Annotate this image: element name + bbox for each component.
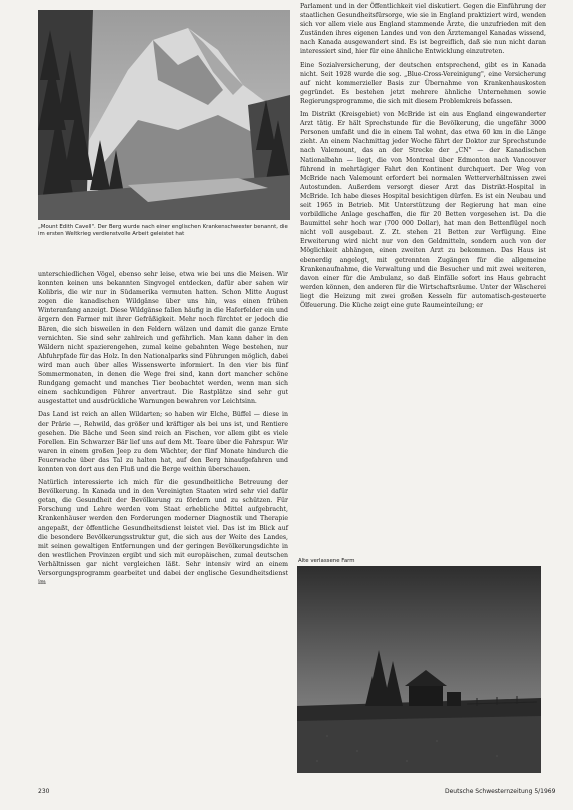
photo-caption: „Mount Edith Cavell". Der Berg wurde nach einer englischen Krankenschwester benannt, die im ersten Weltkrieg verdienstvolle Arbeit geleistet hat	[38, 224, 288, 238]
paragraph: Parlament und in der Öffentlichkeit viel diskutiert. Gegen die Einführung der staatlichen Gesundheitsfürsorge, wie sie in England praktiziert wird, wenden sich vor allem viele aus England stammende Ärzte, die unzufrieden mit den Zuständen ihres eigenen Landes und von den Ärztemangel Kanadas wissend, nach Kanada ausgewandert sind. Es ist begreiflich, daß sie nun nicht daran interessiert sind, hier für eine ähnliche Entwicklung einzutreten.	[300, 3, 546, 56]
farm-photo	[297, 566, 541, 773]
left-column	[38, 270, 288, 591]
paragraph: Das Land ist reich an allen Wildarten; so haben wir Elche, Büffel — diese in der Prärie —, Rehwild, das größer und kräftiger als bei uns ist, und Rentiere gesehen. Die Bäche und Seen sind reich an Fischen, vor allem gibt es viele Forellen. Ein Schwarzer Bär lief uns auf dem Mt. Teare über die Fahrspur. Wir waren in einem großen Jeep zu dem Wächter, der fünf Monate hindurch die Feuerwache über das Tal zu halten hat, auf den Berg hinaufgefahren und konnten von dort aus den Fluß und die Berge weithin überschauen.	[38, 411, 288, 473]
photo-caption: Alte verlassene Farm	[298, 558, 355, 564]
journal-footer: Deutsche Schwesternzeitung 5/1969	[445, 788, 556, 795]
mountain-photo	[38, 10, 290, 220]
page-number: 230	[38, 788, 50, 795]
paragraph: Im Distrikt (Kreisgebiet) von McBride ist ein aus England eingewanderter Arzt tätig. Er hält Sprechstunde für die Bevölkerung, die ungefähr 3000 Personen umfaßt und die in einem Tal wohnt, das etwa 60 km in die Länge zieht. An einem Nachmittag jeder Woche fährt der Doktor zur Sprechstunde nach Valemount, das an der Strecke der „CN" — der Kanadischen Nationalbahn — liegt, die von Montreal über Edmonton nach Vancouver führend in mehrtägiger Fahrt den Kontinent durchquert. Der Weg von McBride nach Valemount erfordert bei normalen Wetterverhältnissen zwei Autostunden. Außerdem versorgt dieser Arzt das Distrikt-Hospital in McBride. Ich habe dieses Hospital besichtigen dürfen. Es ist ein Neubau und seit 1965 in Betrieb. Mit Unterstützung der Regierung hat man eine vorbildliche Anlage geschaffen, die für 20 Betten vorgesehen ist. Da die Baumittel sehr hoch war (700 000 Dollar), hat man den Bettenflügel noch nicht voll ausgebaut. Z. Zt. stehen 21 Betten zur Verfügung. Eine Erweiterung wird nicht nur von den Geldmitteln, sondern auch von der Möglichkeit abhängen, einen zweiten Arzt zu bekommen. Das Haus ist ebenerdig angelegt, mit getrennten Zugängen für die allgemeine Krankenaufnahme, die Verwaltung und die Besucher und mit zwei weiteren, davon einer für die Ambulanz, so daß Einfälle sofort ins Haus gebracht werden können, den anderen für die Wirtschaftsräume. Unter der Wäscherei liegt die Heizung mit zwei großen Kesseln für automatisch-gesteuerte Ölfeuerung. Die Küche zeigt eine gute Raumeinteilung; er	[300, 111, 546, 309]
paragraph: unterschiedlichen Vögel, ebenso sehr leise, etwa wie bei uns die Meisen. Wir konnten keinen uns bekannten Singvogel entdecken, dafür aber sahen wir Kolibris, die wir nur in Südamerika vermuten hatten. Schon Mitte August zogen die kanadischen Wildgänse über uns hin, was einen frühen Winteranfang anzeigt. Diese Wildgänse fallen häufig in die Haferfelder ein und ärgern den Farmer mit ihrer Gefräßigkeit. Mehr noch fürchtet er jedoch die Bären, die sich bisweilen in den Feldern wälzen und damit die ganze Ernte vernichten. Sie sind sehr zahlreich und gefährlich. Man kann daher in den Wäldern nicht spazierengehen, zumal keine gebahnten Wege bestehen, nur Abfuhrpfade für das Holz. In den Nationalparks sind Führungen möglich, dabei wird man auch über alles Wissenswerte informiert. In den vier bis fünf Sommermonaten, in denen die Wege frei sind, kann dort mancher schöne Rundgang gemacht und manches Tier beobachtet werden, wenn man sich einem sachkundigen Führer anvertraut. Die Rastplätze sind sehr gut ausgestattet und ausdrückliche Warnungen bewahren vor Leichtsinn.	[38, 271, 288, 406]
paragraph: Eine Sozialversicherung, der deutschen entsprechend, gibt es in Kanada nicht. Seit 1928 wurde die sog. „Blue-Cross-Vereinigung", eine Versicherung auf nicht kommerzieller Basis zur Übernahme von Krankenhauskosten gegründet. Es bestehen jetzt mehrere ähnliche Unternehmen sowie Regierungsprogramme, die sich mit diesem Problemkreis befassen.	[300, 61, 546, 105]
paragraph: Natürlich interessierte ich mich für die gesundheitliche Betreuung der Bevölkerung. In Kanada und in den Vereinigten Staaten wird sehr viel dafür getan, die Gesundheit der Bevölkerung zu fördern und zu schützen. Für Forschung und Lehre werden vom Staat erhebliche Mittel aufgebracht, Krankenhäuser werden den Forderungen moderner Diagnostik und Therapie angepaßt, der öffentliche Gesundheitsdienst leistet viel. Das ist im Blick auf die besondere Bevölkerungsstruktur gut, die sich aus der Weite des Landes, mit seinen gewaltigen Entfernungen und der geringen Bevölkerungsdichte in den westlichen Provinzen ergibt und sich mit europäischen, zumal deutschen Verhältnissen gar nicht vergleichen läßt. Sehr intensiv wird an einem Versorgungsprogramm gearbeitet und dabei der englische Gesundheitsdienst im	[38, 479, 288, 587]
right-column	[300, 2, 546, 314]
